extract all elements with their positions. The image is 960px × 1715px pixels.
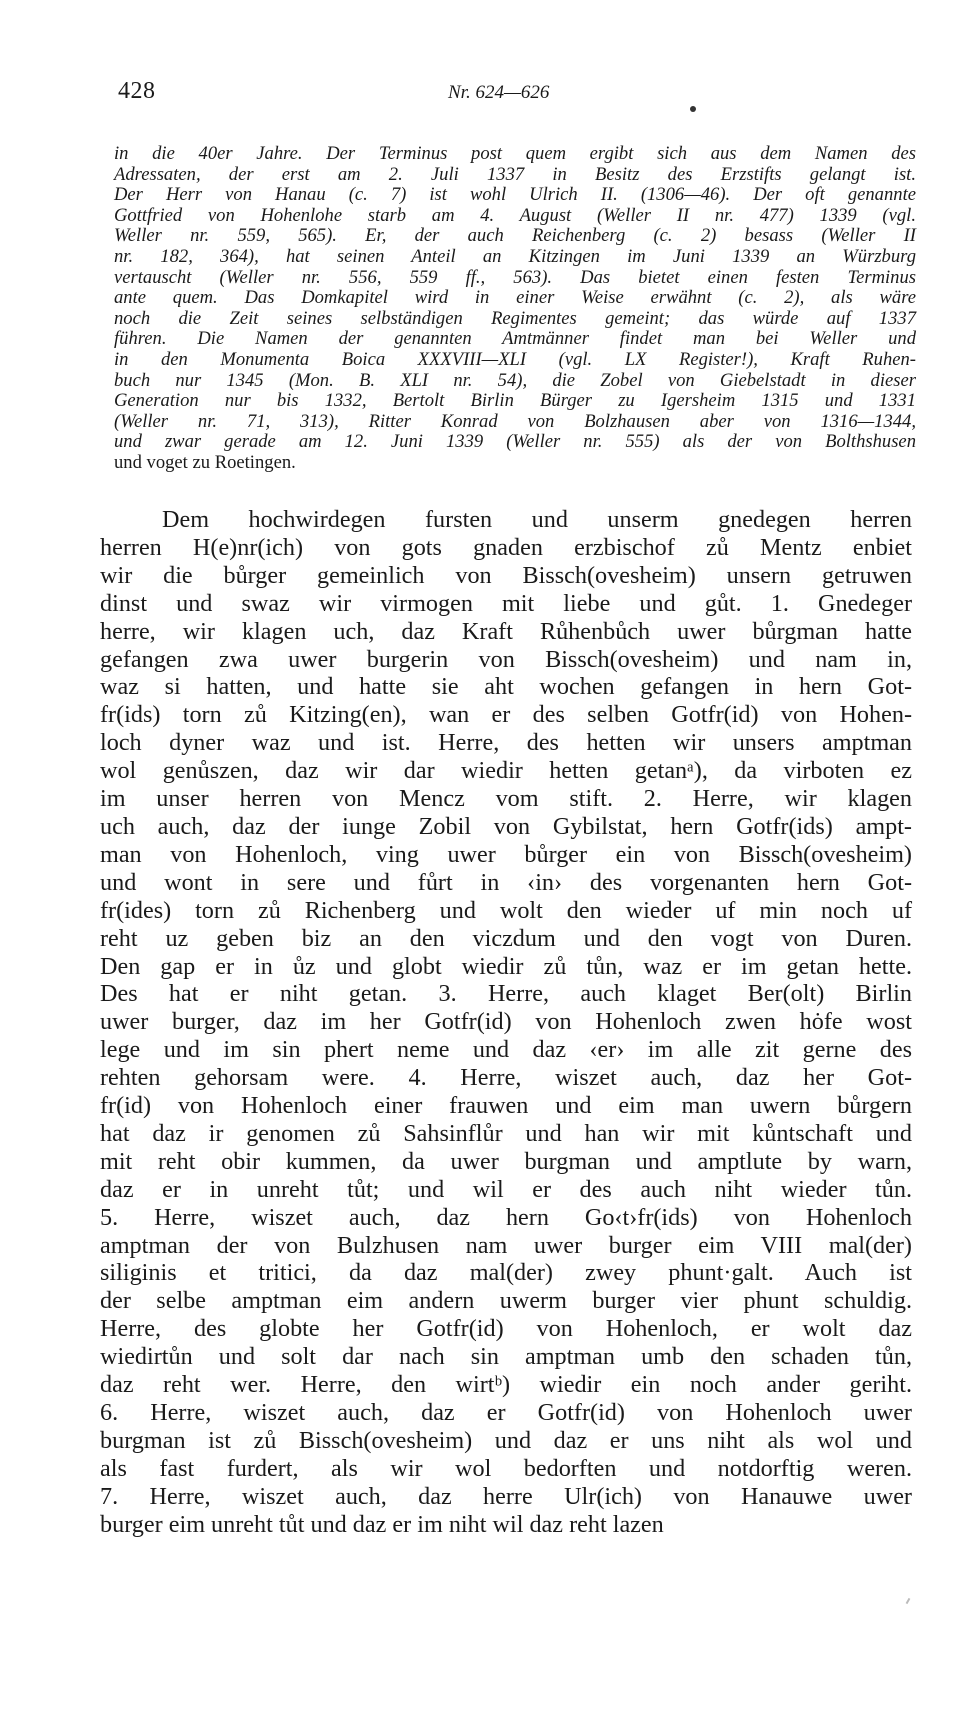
- commentary-line: in den Monumenta Boica XXXVIII—XLI (vgl. LX Register!), Kraft Ruhen-: [114, 348, 916, 370]
- letter-line: herre, wir klagen uch, daz Kraft Růhenbůch uwer bůrgman hatte: [100, 617, 912, 645]
- commentary-line: Generation nur bis 1332, Bertolt Birlin Bürger zu Igersheim 1315 und 1331: [114, 390, 916, 412]
- letter-line: fr(ids) torn zů Kitzing(en), wan er des selben Gotfr(id) von Hohen-: [100, 701, 912, 729]
- letter-line: uch auch, daz der iunge Zobil von Gybilstat, hern Gotfr(ids) ampt-: [100, 812, 912, 840]
- letter-line: als fast furdert, als wir wol bedorften und notdorftig weren.: [100, 1454, 912, 1482]
- commentary-line: Gottfried von Hohenlohe starb am 4. August (Weller II nr. 477) 1339 (vgl.: [114, 204, 916, 226]
- letter-line: man von Hohenloch, ving uwer bůrger ein von Bissch(ovesheim): [100, 840, 912, 868]
- letter-line: im unser herren von Mencz vom stift. 2. Herre, wir klagen: [100, 785, 912, 813]
- commentary-line: in die 40er Jahre. Der Terminus post quem ergibt sich aus dem Namen des: [114, 143, 916, 164]
- letter-line: burger eim unreht tůt und daz er im niht wil daz reht lazen: [100, 1510, 664, 1538]
- margin-mark: [906, 1598, 911, 1604]
- letter-line: und wont in sere und fůrt in ‹in› des vorgenanten hern Got-: [100, 868, 912, 896]
- letter-line: 5. Herre, wiszet auch, daz hern Go‹t›fr(ids) von Hohenloch: [100, 1203, 912, 1231]
- letter-line: mit reht obir kummen, da uwer burgman und amptlute by warn,: [100, 1147, 912, 1175]
- letter-line: uwer burger, daz im her Gotfr(id) von Hohenloch zwen hȯfe wost: [100, 1008, 912, 1036]
- letter-line: daz reht wer. Herre, den wirtᵇ) wiedir ein noch ander geriht.: [100, 1371, 912, 1399]
- letter-line: waz si hatten, und hatte sie aht wochen gefangen in hern Got-: [100, 673, 912, 701]
- letter-line: herren H(e)nr(ich) von gots gnaden erzbischof zů Mentz enbiet: [100, 533, 912, 561]
- page-number: 428: [118, 78, 156, 104]
- letter-line: hat daz ir genomen zů Sahsinflůr und han wir mit kůntschaft und: [100, 1119, 912, 1147]
- commentary-line: Der Herr von Hanau (c. 7) ist wohl Ulrich II. (1306—46). Der oft genannte: [114, 184, 916, 206]
- letter-line: amptman der von Bulzhusen nam uwer burger eim VIII mal(der): [100, 1231, 912, 1259]
- letter-line: loch dyner waz und ist. Herre, des hetten wir unsers amptman: [100, 729, 912, 757]
- commentary-line: noch die Zeit seines selbständigen Regimentes gemeint; das würde auf 1337: [114, 307, 916, 329]
- letter-line: dinst und swaz wir virmogen mit liebe und gůt. 1. Gnedeger: [100, 589, 912, 617]
- page-header: [118, 78, 908, 114]
- commentary-line: und zwar gerade am 12. Juni 1339 (Weller nr. 555) als der von Bolthshusen: [114, 431, 916, 453]
- letter-line: fr(id) von Hohenloch einer frauwen und eim man uwern bůrgern: [100, 1092, 912, 1120]
- letter-line: wiedirtůn und solt dar nach sin amptman umb den schaden tůn,: [100, 1343, 912, 1371]
- letter-line: der selbe amptman eim andern uwerm burger vier phunt schuldig.: [100, 1287, 912, 1315]
- commentary-line: (Weller nr. 71, 313), Ritter Konrad von Bolzhausen aber von 1316—1344,: [114, 410, 916, 432]
- commentary-line: Weller nr. 559, 565). Er, der auch Reichenberg (c. 2) besass (Weller II: [114, 225, 916, 247]
- letter-line: wol genůszen, daz wir dar wiedir hetten getanᵃ), da virboten ez: [100, 757, 912, 785]
- letter-line: fr(ides) torn zů Richenberg und wolt den wieder uf min noch uf: [100, 896, 912, 924]
- editorial-commentary: [114, 144, 916, 474]
- commentary-line: ante quem. Das Domkapitel wird in einer Weise erwähnt (c. 2), als wäre: [114, 287, 916, 309]
- letter-line: gefangen zwa uwer burgerin von Bissch(ovesheim) und nam in,: [100, 645, 912, 673]
- commentary-line: nr. 182, 364), hat seinen Anteil an Kitzingen im Juni 1339 an Würzburg: [114, 245, 916, 267]
- letter-text: [100, 506, 912, 1539]
- commentary-line: führen. Die Namen der genannten Amtmänner findet man bei Weller und: [114, 328, 916, 350]
- letter-line: burgman ist zů Bissch(ovesheim) und daz er uns niht als wol und: [100, 1426, 912, 1454]
- letter-line: siliginis et tritici, da daz mal(der) zwey phunt·galt. Auch ist: [100, 1259, 912, 1287]
- running-head: Nr. 624—626: [448, 82, 550, 103]
- commentary-line: und voget zu Roetingen.: [114, 451, 296, 473]
- letter-line: daz er in unreht tůt; und wil er des auch niht wieder tůn.: [100, 1175, 912, 1203]
- letter-line: lege und im sin phert neme und daz ‹er› im alle zit gerne des: [100, 1036, 912, 1064]
- letter-line: Des hat er niht getan. 3. Herre, auch klaget Ber(olt) Birlin: [100, 980, 912, 1008]
- letter-line: rehten gehorsam were. 4. Herre, wiszet auch, daz her Got-: [100, 1064, 912, 1092]
- letter-line: reht uz geben biz an den viczdum und den vogt von Duren.: [100, 924, 912, 952]
- commentary-line: buch nur 1345 (Mon. B. XLI nr. 54), die Zobel von Giebelstadt in dieser: [114, 369, 916, 391]
- commentary-line: Adressaten, der erst am 2. Juli 1337 in Besitz des Erzstifts gelangt ist.: [114, 163, 916, 185]
- letter-line: wir die bůrger gemeinlich von Bissch(ovesheim) unsern getruwen: [100, 561, 912, 589]
- letter-line: 6. Herre, wiszet auch, daz er Gotfr(id) von Hohenloch uwer: [100, 1399, 912, 1426]
- letter-line: Herre, des globte her Gotfr(id) von Hohenloch, er wolt daz: [100, 1315, 912, 1343]
- commentary-line: vertauscht (Weller nr. 556, 559 ff., 563). Das bietet einen festen Terminus: [114, 266, 916, 288]
- letter-line: 7. Herre, wiszet auch, daz herre Ulr(ich) von Hanauwe uwer: [100, 1482, 912, 1510]
- letter-line: Dem hochwirdegen fursten und unserm gnedegen herren: [162, 506, 912, 533]
- letter-line: Den gap er in ůz und globt wiedir zů tůn, waz er im getan hette.: [100, 952, 912, 980]
- ink-dot-mark: [690, 106, 696, 112]
